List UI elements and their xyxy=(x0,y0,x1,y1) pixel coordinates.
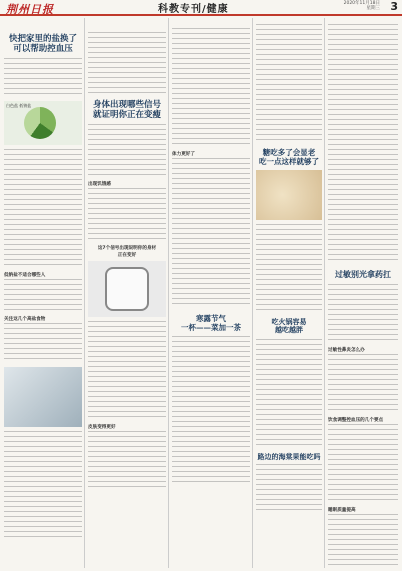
headline-line: 可以帮助控血压 xyxy=(13,44,73,55)
salt-chart-image xyxy=(4,101,82,145)
body-text xyxy=(328,424,398,504)
salt-headline xyxy=(4,34,82,54)
body-text xyxy=(328,284,398,344)
scale-photo xyxy=(88,261,166,317)
column-2 xyxy=(88,18,166,568)
page-number: 3 xyxy=(390,0,398,13)
column-divider xyxy=(324,18,325,568)
masthead xyxy=(0,0,402,16)
headline-line: 就证明你正在变瘦 xyxy=(92,110,161,121)
pie-image xyxy=(24,107,56,139)
subhead: 皮肤变得更好 xyxy=(88,425,116,431)
headline-line: 寒露节气 xyxy=(196,314,226,323)
nuts-headline: 路边的海棠果能吃吗 xyxy=(257,451,321,461)
column-4 xyxy=(256,18,322,568)
body-text xyxy=(4,431,82,541)
body-text xyxy=(88,321,166,421)
scale-image xyxy=(105,267,149,311)
headline-line: 糖吃多了会显老 xyxy=(262,148,316,157)
column-3 xyxy=(172,18,250,568)
image-caption: 正在变好 xyxy=(117,253,137,259)
subhead: 出现饥饿感 xyxy=(88,182,111,188)
issue-date xyxy=(344,1,380,11)
subhead: 睡眠质量提高 xyxy=(328,507,356,513)
headline-line: 吃一点这样就够了 xyxy=(259,157,319,166)
subhead: 过敏性鼻炎怎么办 xyxy=(328,347,365,353)
body-text xyxy=(172,158,250,308)
subhead: 关注这几个高盐食物 xyxy=(4,317,46,323)
vision-headline xyxy=(88,100,166,120)
date-line: 2020年11月18日 xyxy=(343,1,380,6)
body-text xyxy=(256,224,322,314)
body-text xyxy=(88,32,166,96)
body-text xyxy=(4,149,82,269)
newspaper-logo: 荆州日报 xyxy=(6,3,54,16)
body-text xyxy=(328,354,398,414)
body-text xyxy=(256,339,322,449)
column-divider xyxy=(252,18,253,568)
subhead: 低钠盐不适合哪些人 xyxy=(4,273,46,279)
headline-line: 快把家里的盐换了 xyxy=(8,34,77,44)
section-title: 科教专刊/健康 xyxy=(158,4,229,15)
column-divider xyxy=(168,18,169,568)
subhead: 体力更好了 xyxy=(172,152,195,157)
column-1 xyxy=(4,18,82,568)
column-5 xyxy=(328,18,398,568)
chestnut-headline xyxy=(256,148,322,166)
body-text xyxy=(4,58,82,98)
body-text xyxy=(172,28,250,148)
winter-headline: 过敏别光拿药扛 xyxy=(335,269,391,279)
headline-line: 越吃越胖 xyxy=(275,325,303,335)
food-photo xyxy=(256,170,322,220)
hotpot-headline xyxy=(256,318,322,335)
weekday-line: 星期三 xyxy=(366,6,380,11)
body-text xyxy=(88,188,166,242)
body-text xyxy=(256,464,322,514)
subhead: 饮食调整控血压的几个要点 xyxy=(328,417,384,423)
body-text xyxy=(88,124,166,178)
body-text xyxy=(4,279,82,313)
column-divider xyxy=(84,18,85,568)
body-text xyxy=(4,323,82,363)
image-caption: 白色盐 低钠盐 xyxy=(6,103,32,109)
headline-line: 一杯——菜加一茶 xyxy=(181,323,241,332)
body-text xyxy=(88,431,166,491)
headline-line: 身体出现哪些信号 xyxy=(92,100,161,110)
salt-shaker-photo xyxy=(4,367,82,427)
body-text xyxy=(328,514,398,568)
body-text xyxy=(256,24,322,144)
body-text xyxy=(328,24,398,264)
headline-line: 吃火锅容易 xyxy=(271,317,307,326)
image-caption: 这7个信号出现说明你的身材 xyxy=(97,246,157,252)
cold-headline xyxy=(172,314,250,332)
body-text xyxy=(172,336,250,486)
